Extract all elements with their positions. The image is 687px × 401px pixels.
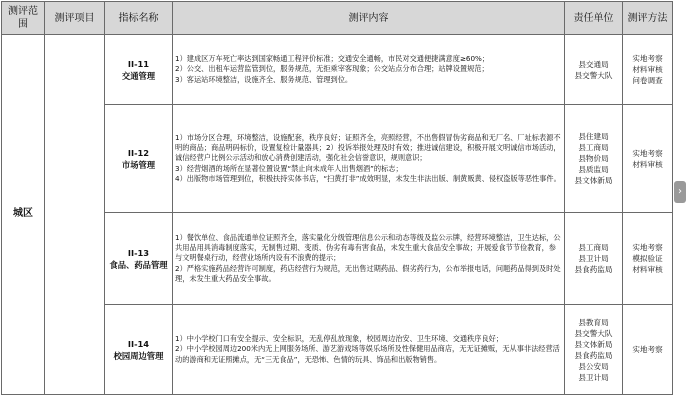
method-cell — [623, 105, 673, 213]
chevron-right-icon[interactable]: › — [674, 181, 686, 203]
unit-cell — [565, 305, 623, 395]
header-project: 测评项目 — [45, 2, 105, 35]
content-line: 1）市场分区合理，环境整洁，设施配套，秩序良好；证照齐全，亮照经营，不出售假冒伪劣商品和无厂名、厂址标表源不明的商品；商品明码标价，设置复检计量器具；2）投诉举报处理及时有效；推进诚信建设，积极开展文明诚信市场活动，诚信经营户比例公示活动和放心消费创建活动，强化社会信誉意识，规则意识； — [175, 132, 561, 163]
unit-name: 县食药监局 — [574, 350, 613, 360]
table-row — [2, 35, 673, 105]
indicator-name: 市场管理 — [121, 159, 156, 170]
unit-name: 县教育局 — [578, 317, 609, 327]
content-cell — [173, 35, 565, 105]
method-name: 实地考察 — [632, 148, 663, 158]
content-cell — [173, 213, 565, 305]
unit-cell — [565, 213, 623, 305]
unit-name: 县住建局 — [578, 132, 609, 141]
indicator-cell — [105, 213, 173, 305]
content-line: 1）建成区万车死亡率达到国家畅通工程评价标准；交通安全通畅，市民对交通便捷满意度≥60%； — [175, 54, 490, 64]
unit-name: 县卫计局 — [578, 254, 609, 263]
indicator-cell — [105, 305, 173, 395]
content-line: 1）餐饮单位、食品流通单位证照齐全，落实量化分级管理信息公示和动态等级及监公示牌，经营环境整洁，卫生达标，公共用品用具消毒制度落实，无制售过期、变质、伪劣有毒有害食品，未发生重大食品安全事故；开展爱食节节俭教育，参与文明餐桌行动，经营业场所内设有不浪费的提示； — [175, 232, 561, 263]
method-name: 材料审核 — [632, 265, 663, 274]
unit-name: 县工商局 — [578, 243, 609, 252]
content-line: 3）客运站环境整洁，设施齐全、服务规范、管理到位。 — [175, 74, 353, 84]
project-cell — [45, 35, 105, 395]
indicator-cell — [105, 105, 173, 213]
evaluation-table — [1, 1, 673, 395]
content-line: 1）中小学校门口有安全提示、安全标识，无乱停乱放现象，校园周边治安、卫生环境、交通秩序良好； — [175, 334, 504, 344]
content-line: 2）严格实施药品经营许可制度，药店经营行为规范，无出售过期药品、假劣药行为，公布举报电话，问题药品得到及时处理，未发生重大药品安全事故。 — [175, 263, 561, 283]
range-cell: 城区 — [2, 35, 45, 395]
method-name: 材料审核 — [632, 159, 663, 169]
unit-name: 县卫计局 — [578, 372, 609, 382]
indicator-code: II-14 — [127, 338, 150, 349]
content-cell — [173, 105, 565, 213]
unit-name: 县交通局 — [578, 59, 609, 69]
indicator-name: 校园周边管理 — [113, 350, 164, 361]
header-indicator: 指标名称 — [105, 2, 173, 35]
indicator-code: II-11 — [127, 58, 150, 69]
method-name: 实地考察 — [632, 243, 663, 252]
method-name: 实地考察 — [632, 345, 663, 354]
method-cell — [623, 35, 673, 105]
header-row — [2, 2, 673, 35]
content-line: 2）公交、出租车运营监管到位，服务规范，无拒乘宰客现象；公交站点分布合理；站牌设置规范； — [175, 64, 489, 74]
method-name: 模拟验证 — [632, 254, 663, 263]
unit-name: 县食药监局 — [574, 265, 613, 274]
indicator-code: II-13 — [127, 247, 150, 258]
content-line: 2）中小学校园周边200米内无上网服务场所、游艺游戏场等娱乐场所及性保健用品商店，无无证摊贩，无从事非法经营活动的游商和无证照摊点，无“三无食品”，无恐怖、色情的玩具、饰品和出版物销售。 — [175, 344, 560, 364]
content-cell — [173, 305, 565, 395]
unit-name: 县公安局 — [578, 361, 609, 371]
unit-cell — [565, 105, 623, 213]
header-unit: 责任单位 — [565, 2, 623, 35]
method-name: 问卷调查 — [632, 76, 663, 85]
indicator-code: II-12 — [127, 147, 150, 158]
method-name: 实地考察 — [632, 54, 663, 63]
unit-name: 县交警大队 — [574, 328, 613, 338]
indicator-name: 食品、药品管理 — [109, 259, 168, 270]
unit-name: 县交警大队 — [574, 70, 613, 80]
content-line: 4）出版物市场管理到位，积极扶持实体书店，“扫黄打非”成效明显，未发生非法出版、制黄贩黄、侵权盗版等恶性事件。 — [175, 173, 561, 183]
unit-name: 县文体新局 — [574, 339, 613, 349]
content-line: 3）经营烟酒的场所在显著位置设置“禁止向未成年人出售烟酒”的标志； — [175, 163, 403, 173]
method-cell — [623, 305, 673, 395]
unit-name: 县物价局 — [578, 154, 609, 163]
indicator-cell — [105, 35, 173, 105]
header-method: 测评方法 — [623, 2, 673, 35]
header-content: 测评内容 — [173, 2, 565, 35]
unit-name: 县质监局 — [578, 165, 609, 174]
header-range: 测评范围 — [2, 2, 45, 35]
unit-name: 县工商局 — [578, 143, 609, 152]
indicator-name: 交通管理 — [121, 70, 156, 81]
method-name: 材料审核 — [632, 65, 663, 74]
unit-name: 县文体新局 — [574, 176, 613, 185]
method-cell — [623, 213, 673, 305]
unit-cell — [565, 35, 623, 105]
